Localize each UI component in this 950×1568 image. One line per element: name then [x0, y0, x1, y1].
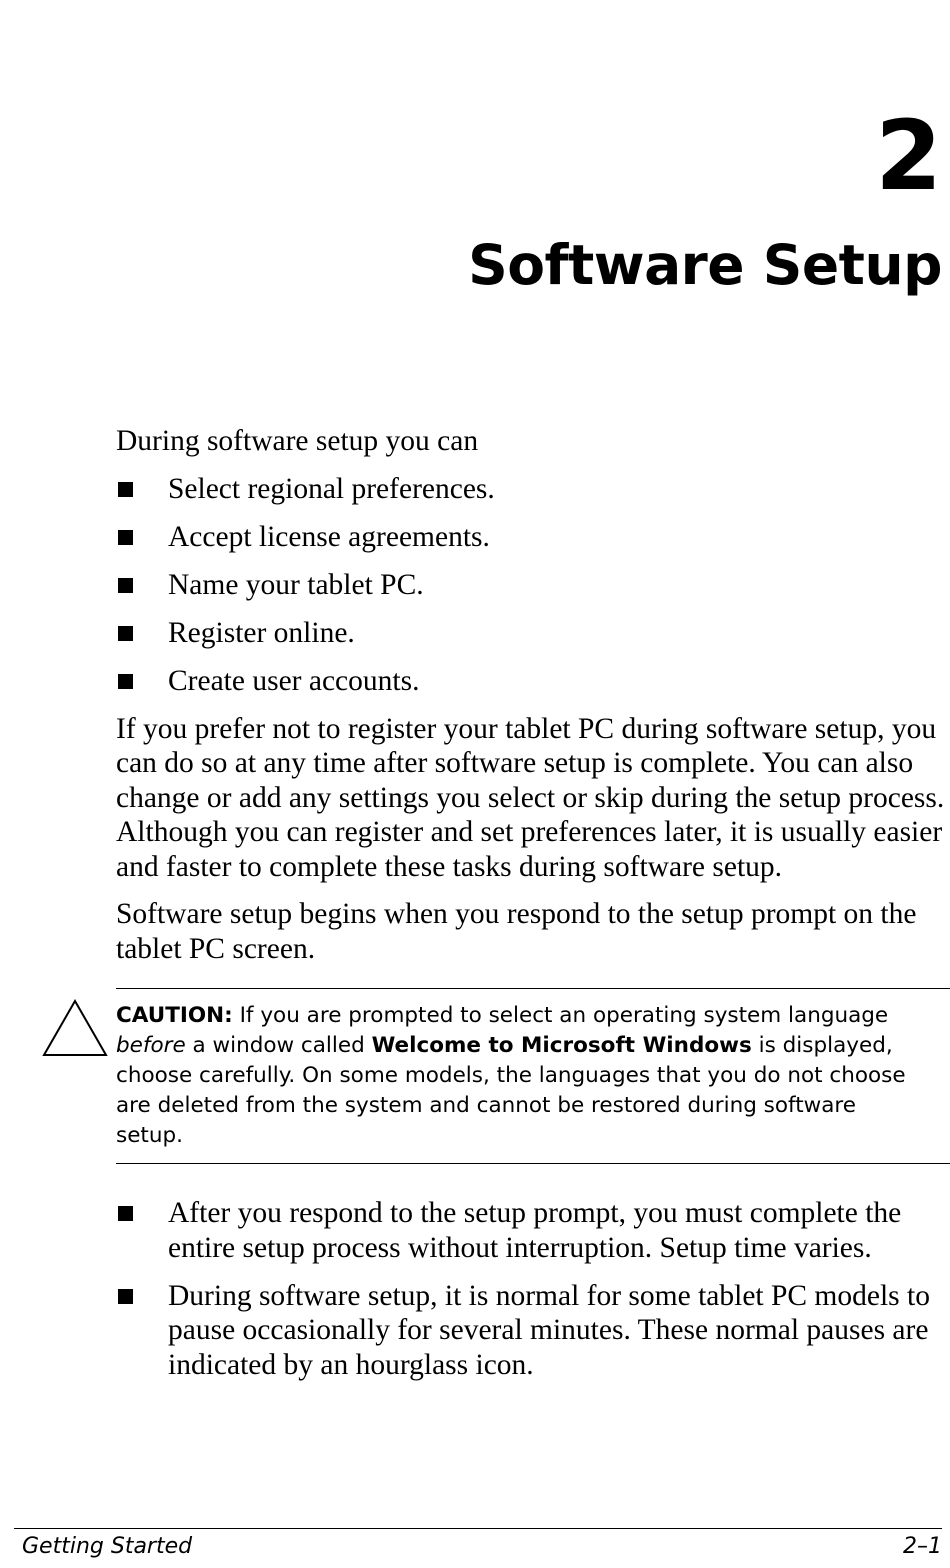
list-item: Create user accounts.: [116, 664, 946, 699]
list-item: Select regional preferences.: [116, 472, 946, 507]
page-footer: [14, 1528, 942, 1559]
chapter-title: Software Setup: [468, 233, 942, 297]
square-bullet-icon: [118, 626, 133, 641]
square-bullet-icon: [118, 482, 133, 497]
window-name: Welcome to Microsoft Windows: [371, 1033, 752, 1058]
square-bullet-icon: [118, 530, 133, 545]
caution-text: CAUTION: If you are prompted to select an operating system language before a window called Welcome to Microsoft Windows is displayed, choose carefully. On some models, the languages that you do not choose are deleted from the system and cannot be restored during software setup.: [116, 1003, 906, 1148]
setup-tasks-list: [116, 472, 946, 699]
square-bullet-icon: [118, 578, 133, 593]
square-bullet-icon: [118, 1206, 133, 1221]
chapter-number: 2: [875, 100, 942, 212]
caution-box: [116, 988, 950, 1164]
page-number: 2–1: [903, 1534, 942, 1559]
warning-triangle-icon: [42, 999, 108, 1057]
body-content: [116, 424, 946, 1396]
list-item: Accept license agreements.: [116, 520, 946, 555]
square-bullet-icon: [118, 674, 133, 689]
list-item: Register online.: [116, 616, 946, 651]
caution-label: CAUTION:: [116, 1003, 233, 1028]
list-item: During software setup, it is normal for some tablet PC models to pause occasionally for several minutes. These normal pauses are indicated by an hourglass icon.: [116, 1279, 946, 1383]
list-item: After you respond to the setup prompt, you must complete the entire setup process without interruption. Setup time varies.: [116, 1196, 946, 1265]
setup-notes-list: [116, 1196, 946, 1382]
caution-emphasis: before: [116, 1033, 186, 1058]
footer-title: Getting Started: [22, 1534, 193, 1559]
list-item: Name your tablet PC.: [116, 568, 946, 603]
square-bullet-icon: [118, 1289, 133, 1304]
setup-prompt-paragraph: Software setup begins when you respond to the setup prompt on the tablet PC screen.: [116, 898, 917, 965]
intro-text: During software setup you can: [116, 425, 479, 457]
registration-paragraph: If you prefer not to register your tablet PC during software setup, you can do so at any time after software setup is complete. You can also change or add any settings you select or skip during the setup process. Although you can register and set preferences later, it is usually easier and faster to complete these tasks during software setup.: [116, 712, 945, 883]
